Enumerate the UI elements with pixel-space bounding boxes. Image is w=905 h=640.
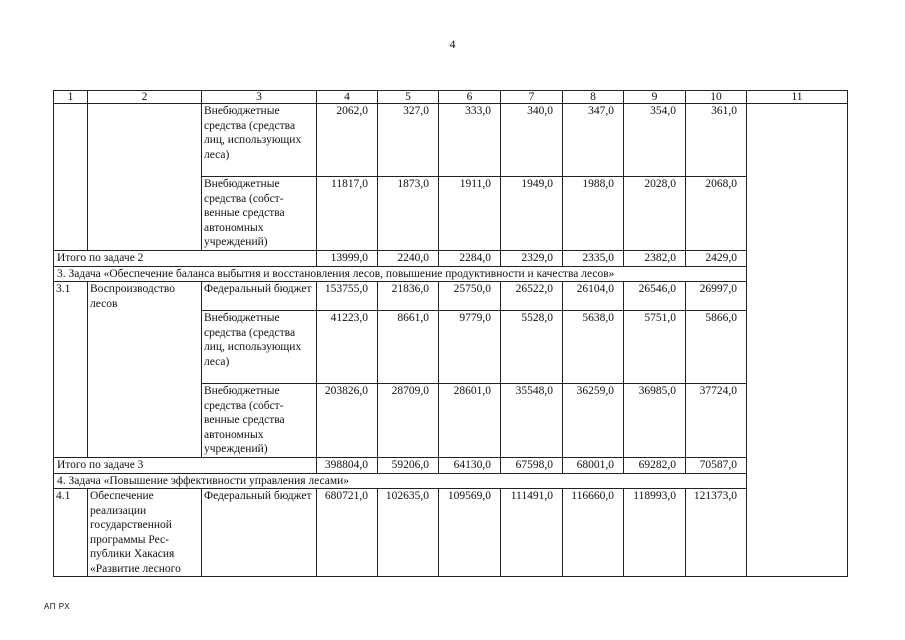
value-cell: 36259,0	[563, 384, 624, 458]
total-label: Итого по задаче 3	[54, 458, 317, 474]
value-cell: 102635,0	[378, 489, 439, 577]
header-cell: 9	[624, 91, 686, 104]
header-cell: 10	[686, 91, 747, 104]
total-value: 2382,0	[624, 251, 686, 267]
value-cell: 1911,0	[439, 177, 501, 251]
value-cell: 11817,0	[317, 177, 378, 251]
name-cell: Обеспечение реализации государственной программы Рес-публики Хакасия «Развитие лесного	[88, 489, 202, 577]
header-cell: 4	[317, 91, 378, 104]
name-cell: Воспроизводство лесов	[88, 282, 202, 458]
num-cell: 3.1	[54, 282, 88, 458]
value-cell: 26522,0	[501, 282, 563, 311]
budget-table	[53, 90, 848, 577]
total-value: 59206,0	[378, 458, 439, 474]
header-cell: 3	[202, 91, 317, 104]
total-value: 398804,0	[317, 458, 378, 474]
value-cell: 121373,0	[686, 489, 747, 577]
header-cell: 11	[747, 91, 848, 104]
table-row	[54, 282, 848, 311]
value-cell: 111491,0	[501, 489, 563, 577]
total-value: 64130,0	[439, 458, 501, 474]
total-value: 2284,0	[439, 251, 501, 267]
value-cell: 5528,0	[501, 311, 563, 384]
value-cell: 109569,0	[439, 489, 501, 577]
total-value: 2335,0	[563, 251, 624, 267]
source-cell: Внебюджетные средства (собст-венные средства автономных учреждений)	[202, 384, 317, 458]
total-value: 68001,0	[563, 458, 624, 474]
value-cell: 5638,0	[563, 311, 624, 384]
footer-mark: АП РХ	[44, 602, 71, 611]
table-row	[54, 489, 848, 577]
value-cell: 25750,0	[439, 282, 501, 311]
value-cell: 361,0	[686, 104, 747, 177]
total-label: Итого по задаче 2	[54, 251, 317, 267]
page-number: 4	[449, 37, 456, 51]
total-value: 2329,0	[501, 251, 563, 267]
value-cell: 5866,0	[686, 311, 747, 384]
value-cell: 118993,0	[624, 489, 686, 577]
value-cell: 340,0	[501, 104, 563, 177]
num-cell	[54, 104, 88, 251]
header-cell: 6	[439, 91, 501, 104]
source-cell: Внебюджетные средства (средства лиц, использующих леса)	[202, 104, 317, 177]
col11-cell	[747, 104, 848, 577]
value-cell: 1949,0	[501, 177, 563, 251]
source-cell: Федеральный бюджет	[202, 282, 317, 311]
header-cell: 2	[88, 91, 202, 104]
total-row	[54, 251, 848, 267]
value-cell: 9779,0	[439, 311, 501, 384]
section-title: 3. Задача «Обеспечение баланса выбытия и восстановления лесов, повышение продуктивности и качества лесов»	[54, 266, 747, 282]
header-row	[54, 91, 848, 104]
value-cell: 116660,0	[563, 489, 624, 577]
value-cell: 333,0	[439, 104, 501, 177]
value-cell: 1873,0	[378, 177, 439, 251]
value-cell: 2028,0	[624, 177, 686, 251]
header-cell: 1	[54, 91, 88, 104]
value-cell: 35548,0	[501, 384, 563, 458]
total-value: 13999,0	[317, 251, 378, 267]
value-cell: 680721,0	[317, 489, 378, 577]
value-cell: 5751,0	[624, 311, 686, 384]
num-cell: 4.1	[54, 489, 88, 577]
total-row	[54, 458, 848, 474]
value-cell: 1988,0	[563, 177, 624, 251]
value-cell: 28601,0	[439, 384, 501, 458]
value-cell: 347,0	[563, 104, 624, 177]
name-cell	[88, 104, 202, 251]
value-cell: 354,0	[624, 104, 686, 177]
header-cell: 5	[378, 91, 439, 104]
source-cell: Внебюджетные средства (собст-венные средства автономных учреждений)	[202, 177, 317, 251]
total-value: 2429,0	[686, 251, 747, 267]
value-cell: 327,0	[378, 104, 439, 177]
value-cell: 21836,0	[378, 282, 439, 311]
section-title: 4. Задача «Повышение эффективности управления лесами»	[54, 473, 747, 489]
value-cell: 41223,0	[317, 311, 378, 384]
value-cell: 26546,0	[624, 282, 686, 311]
source-cell: Федеральный бюджет	[202, 489, 317, 577]
value-cell: 2062,0	[317, 104, 378, 177]
header-cell: 8	[563, 91, 624, 104]
source-cell: Внебюджетные средства (средства лиц, использующих леса)	[202, 311, 317, 384]
section-row	[54, 266, 848, 282]
total-value: 70587,0	[686, 458, 747, 474]
value-cell: 37724,0	[686, 384, 747, 458]
value-cell: 203826,0	[317, 384, 378, 458]
value-cell: 8661,0	[378, 311, 439, 384]
total-value: 2240,0	[378, 251, 439, 267]
header-cell: 7	[501, 91, 563, 104]
total-value: 67598,0	[501, 458, 563, 474]
value-cell: 26104,0	[563, 282, 624, 311]
value-cell: 36985,0	[624, 384, 686, 458]
section-row	[54, 473, 848, 489]
value-cell: 26997,0	[686, 282, 747, 311]
value-cell: 28709,0	[378, 384, 439, 458]
value-cell: 153755,0	[317, 282, 378, 311]
total-value: 69282,0	[624, 458, 686, 474]
value-cell: 2068,0	[686, 177, 747, 251]
table-row	[54, 104, 848, 177]
